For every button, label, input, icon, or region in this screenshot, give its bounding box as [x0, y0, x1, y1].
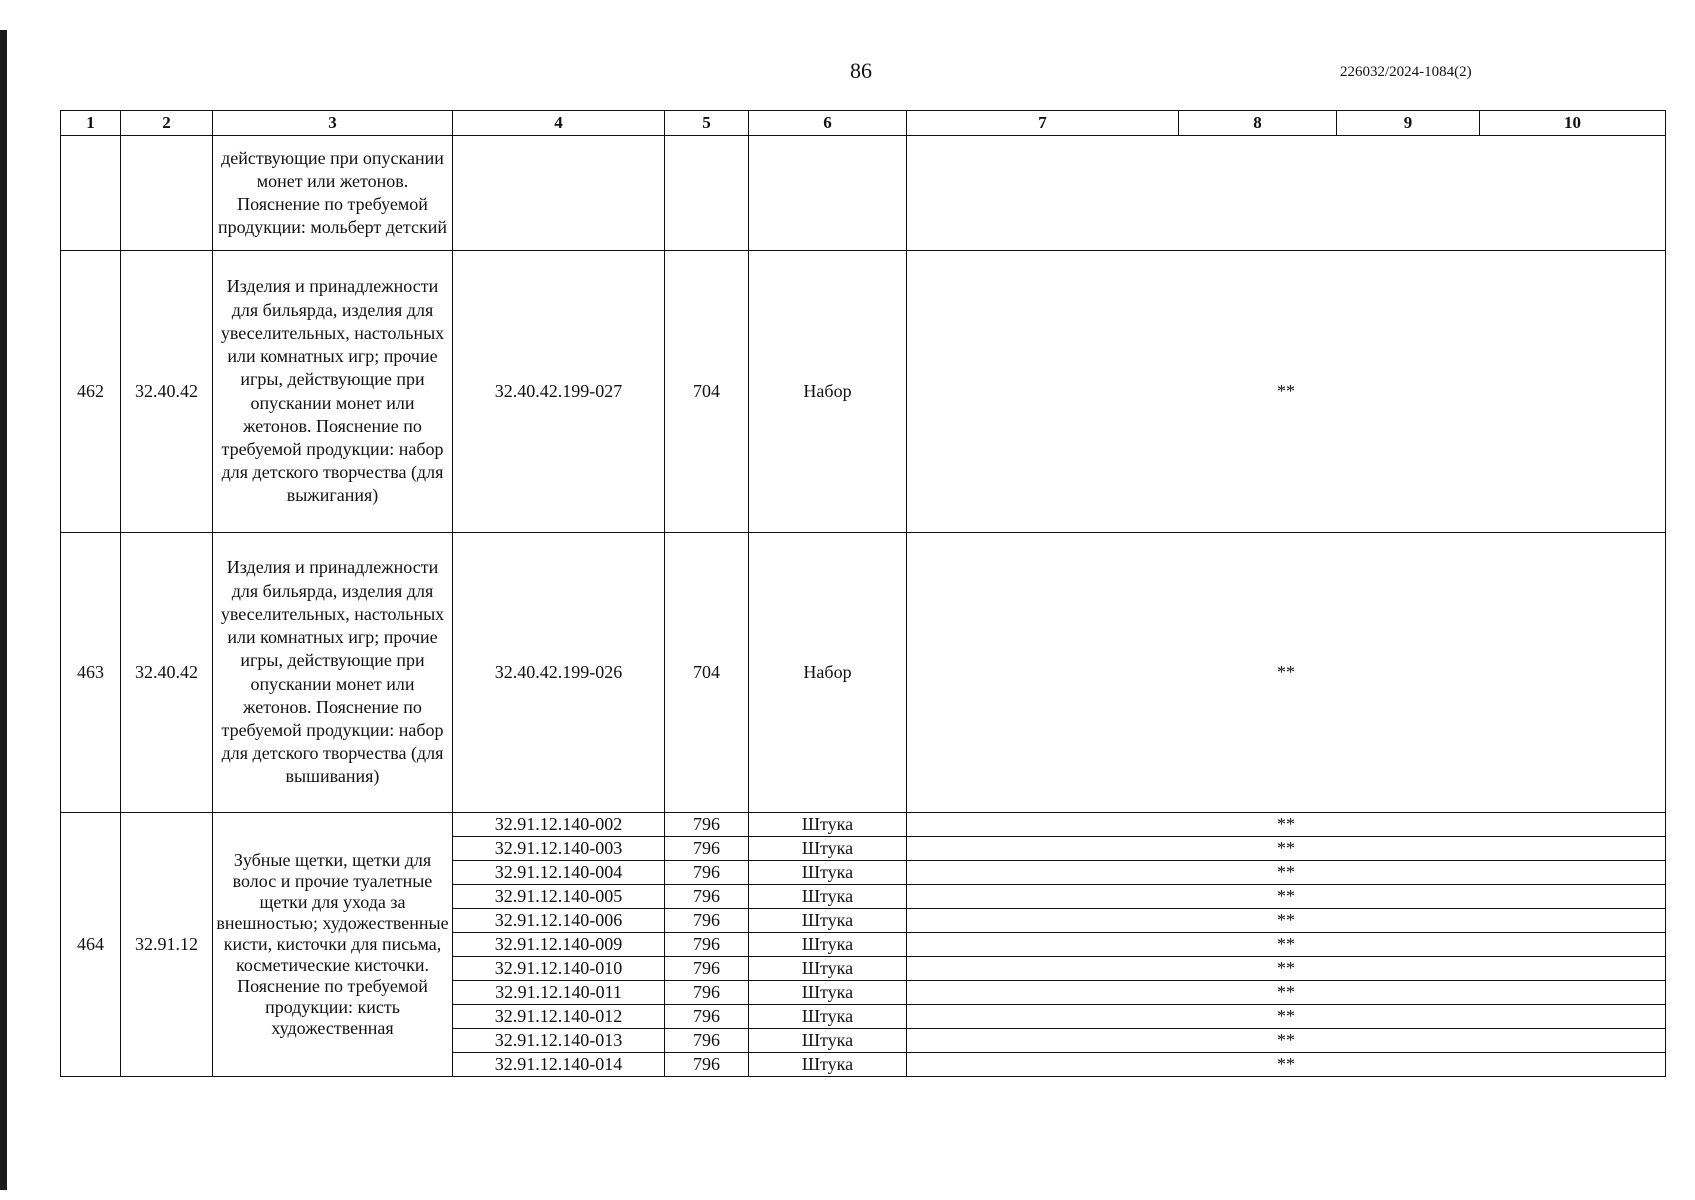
unit-name: Штука: [749, 1053, 907, 1077]
page-number: 86: [850, 58, 872, 83]
header-cell: 8: [1179, 111, 1337, 136]
mark-cell: **: [907, 885, 1666, 909]
ktru-code: 32.91.12.140-005: [453, 885, 665, 909]
header-cell: 4: [453, 111, 665, 136]
unit-name: Набор: [749, 251, 907, 533]
description-cell: Зубные щетки, щетки для волос и прочие туалетные щетки для ухода за внешностью; художественные кисти, кисточки для письма, косметические кисточки. Пояснение по требуемой продукции: кисть художественная: [213, 813, 453, 1077]
ktru-code: 32.91.12.140-002: [453, 813, 665, 837]
mark-cell: **: [907, 837, 1666, 861]
mark-cell: **: [907, 1005, 1666, 1029]
header-cell: 6: [749, 111, 907, 136]
continuation-row: [61, 136, 1666, 251]
ktru-code: 32.91.12.140-010: [453, 957, 665, 981]
ktru-code: 32.91.12.140-013: [453, 1029, 665, 1053]
table-row: [61, 251, 1666, 533]
okpd-code: 32.40.42: [121, 533, 213, 813]
unit-name: Штука: [749, 837, 907, 861]
scan-edge: [0, 30, 7, 1190]
header-cell: 5: [665, 111, 749, 136]
ktru-code: 32.40.42.199-026: [453, 533, 665, 813]
row-number: 464: [61, 813, 121, 1077]
ktru-code: 32.91.12.140-014: [453, 1053, 665, 1077]
row-number: 463: [61, 533, 121, 813]
header-row: [61, 111, 1666, 136]
ktru-code: 32.91.12.140-006: [453, 909, 665, 933]
ktru-code: 32.40.42.199-027: [453, 251, 665, 533]
unit-name: Штука: [749, 909, 907, 933]
ktru-code: 32.91.12.140-009: [453, 933, 665, 957]
unit-code: 704: [665, 251, 749, 533]
unit-code: 796: [665, 813, 749, 837]
mark-cell: **: [907, 1029, 1666, 1053]
header-cell: 1: [61, 111, 121, 136]
unit-code: 796: [665, 885, 749, 909]
description-cell: действующие при опускании монет или жетонов. Пояснение по требуемой продукции: мольберт детский: [213, 136, 453, 251]
document-id: 226032/2024-1084(2): [1340, 64, 1472, 80]
mark-cell: **: [907, 909, 1666, 933]
header-cell: 9: [1337, 111, 1480, 136]
unit-code: 796: [665, 909, 749, 933]
unit-name: Штука: [749, 981, 907, 1005]
unit-code: 796: [665, 957, 749, 981]
header-cell: 10: [1480, 111, 1666, 136]
unit-code: 796: [665, 1029, 749, 1053]
mark-cell: **: [907, 533, 1666, 813]
unit-code: 796: [665, 861, 749, 885]
ktru-code: 32.91.12.140-011: [453, 981, 665, 1005]
unit-code: 796: [665, 981, 749, 1005]
unit-name: Штука: [749, 861, 907, 885]
unit-name: Штука: [749, 813, 907, 837]
row-number: 462: [61, 251, 121, 533]
mark-cell: **: [907, 957, 1666, 981]
unit-code: 704: [665, 533, 749, 813]
ktru-code: 32.91.12.140-012: [453, 1005, 665, 1029]
header-cell: 2: [121, 111, 213, 136]
unit-name: Штука: [749, 885, 907, 909]
mark-cell: **: [907, 251, 1666, 533]
unit-name: Штука: [749, 1029, 907, 1053]
description-cell: Изделия и принадлежности для бильярда, изделия для увеселительных, настольных или комнатных игр; прочие игры, действующие при опускании монет или жетонов. Пояснение по требуемой продукции: набор для детского творчества (для вышивания): [213, 533, 453, 813]
unit-code: 796: [665, 1053, 749, 1077]
unit-code: 796: [665, 933, 749, 957]
table-row: [61, 533, 1666, 813]
unit-name: Штука: [749, 933, 907, 957]
ktru-code: 32.91.12.140-003: [453, 837, 665, 861]
unit-code: 796: [665, 837, 749, 861]
table-row: [61, 813, 1666, 837]
mark-cell: **: [907, 861, 1666, 885]
unit-name: Набор: [749, 533, 907, 813]
mark-cell: **: [907, 1053, 1666, 1077]
unit-name: Штука: [749, 1005, 907, 1029]
unit-name: Штука: [749, 957, 907, 981]
mark-cell: **: [907, 813, 1666, 837]
description-cell: Изделия и принадлежности для бильярда, изделия для увеселительных, настольных или комнатных игр; прочие игры, действующие при опускании монет или жетонов. Пояснение по требуемой продукции: набор для детского творчества (для выжигания): [213, 251, 453, 533]
mark-cell: **: [907, 981, 1666, 1005]
ktru-code: 32.91.12.140-004: [453, 861, 665, 885]
mark-cell: **: [907, 933, 1666, 957]
unit-code: 796: [665, 1005, 749, 1029]
okpd-code: 32.40.42: [121, 251, 213, 533]
products-table: [60, 110, 1666, 1077]
header-cell: 3: [213, 111, 453, 136]
header-cell: 7: [907, 111, 1179, 136]
okpd-code: 32.91.12: [121, 813, 213, 1077]
